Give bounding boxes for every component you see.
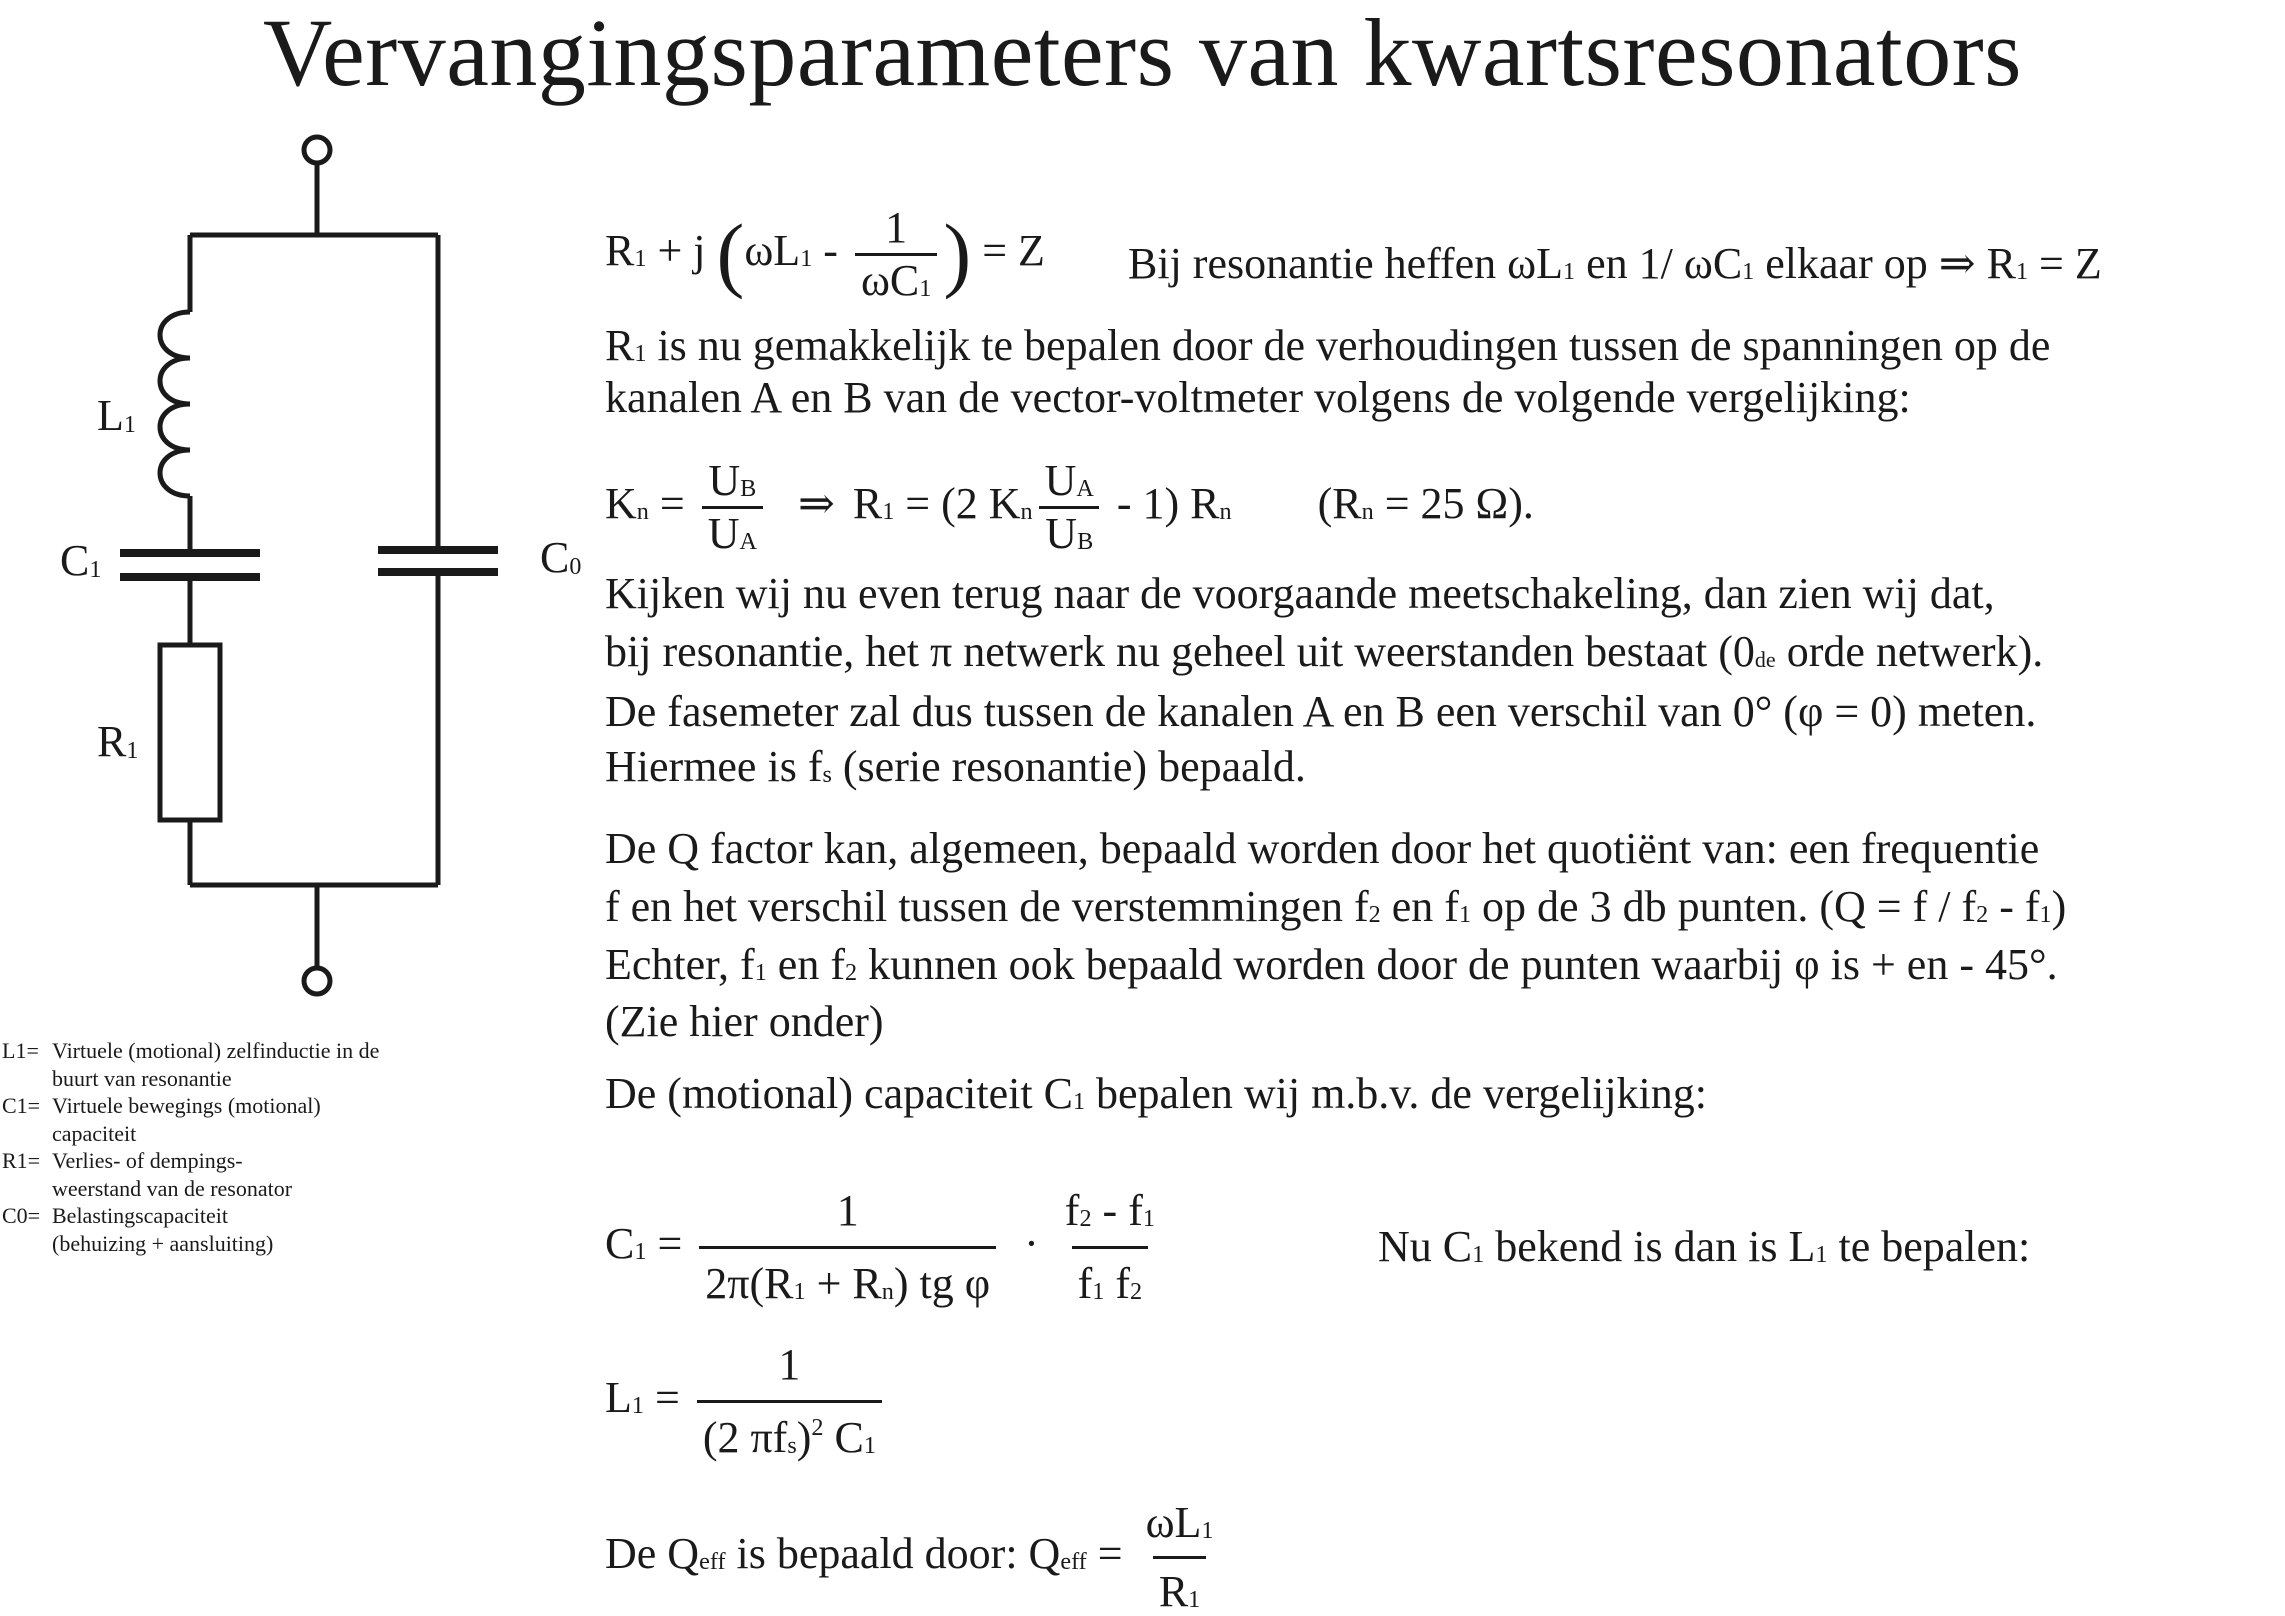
legend-item-r1: R1= Verlies- of dempings-	[2, 1148, 243, 1173]
inductor-coil	[160, 312, 190, 496]
legend-item-c0: C0= Belastingscapaciteit	[2, 1203, 228, 1228]
kn-equation: Kn = $\frac{UB}{UA}$ ⇒ R1 = (2 Kn $\frac{UA}{UB}$ - 1) Rn (Rn = 25 Ω).	[605, 456, 1534, 559]
legend-item-r1-cont: weerstand van de resonator	[52, 1175, 293, 1201]
legend-item-c0-cont: (behuizing + aansluiting)	[52, 1230, 274, 1256]
label-l1: L1	[97, 391, 136, 440]
c1-equation: C1 = $\frac{1}{\text{2π(R1 + Rn) tg φ}}$ · $\frac{f2 - f1}{f1 f2}$	[605, 1186, 1155, 1309]
crystal-equivalent-circuit	[0, 0, 600, 1030]
impedance-equation: R1 + j (ωL1 - $\frac{1}{\omega C1}$ ) = Z	[605, 203, 1045, 306]
paragraph-q-line1: De Q factor kan, algemeen, bepaald worden door het quotiënt van: een frequentie	[605, 824, 2040, 873]
paragraph-q-line2: f en het verschil tussen de verstemmingen f2 en f1 op de 3 db punten. (Q = f / f2 - f1)	[605, 882, 2067, 931]
paragraph-pi-line2: bij resonantie, het π netwerk nu geheel uit weerstanden bestaat (0de orde netwerk).	[605, 627, 2044, 676]
paragraph-pi-line1: Kijken wij nu even terug naar de voorgaande meetschakeling, dan zien wij dat,	[605, 569, 1995, 618]
top-terminal	[304, 137, 330, 163]
qeff-equation: De Qeff is bepaald door: Qeff = $\frac{\omega L1}{R1}$	[605, 1498, 1214, 1616]
component-legend	[2, 1037, 379, 1257]
l1-equation: L1 = $\frac{1}{(2 \pi fs)^2 C1}$	[605, 1342, 888, 1461]
paragraph-q-line3: Echter, f1 en f2 kunnen ook bepaald worden door de punten waarbij φ is + en - 45°.	[605, 940, 2058, 989]
label-r1: R1	[97, 717, 139, 766]
label-c1: C1	[60, 536, 102, 585]
legend-item-c1: C1= Virtuele bewegings (motional)	[2, 1093, 321, 1118]
page-title: Vervangingsparameters van kwartsresonators	[262, 0, 2023, 106]
bottom-terminal	[304, 968, 330, 994]
paragraph-r1-line1: R1 is nu gemakkelijk te bepalen door de verhoudingen tussen de spanningen op de	[605, 321, 2051, 370]
paragraph-c1: De (motional) capaciteit C1 bepalen wij m.b.v. de vergelijking:	[605, 1069, 1708, 1118]
l1-statement: Nu C1 bekend is dan is L1 te bepalen:	[1378, 1222, 2031, 1271]
paragraph-pi-line4: Hiermee is fs (serie resonantie) bepaald.	[605, 742, 1306, 791]
paragraph-pi-line3: De fasemeter zal dus tussen de kanalen A en B een verschil van 0° (φ = 0) meten.	[605, 687, 2037, 736]
legend-item-c1-cont: capaciteit	[52, 1120, 137, 1146]
paragraph-r1-line2: kanalen A en B van de vector-voltmeter volgens de volgende vergelijking:	[605, 373, 1911, 422]
legend-item-l1-cont: buurt van resonantie	[52, 1065, 232, 1091]
legend-item-l1: L1= Virtuele (motional) zelfinductie in de	[2, 1038, 380, 1063]
label-c0: C0	[540, 533, 582, 582]
resonance-statement: Bij resonantie heffen ωL1 en 1/ ωC1 elkaar op ⇒ R1 = Z	[1128, 239, 2102, 288]
paragraph-q-line4: (Zie hier onder)	[605, 997, 884, 1046]
resistor-r1	[160, 645, 220, 820]
